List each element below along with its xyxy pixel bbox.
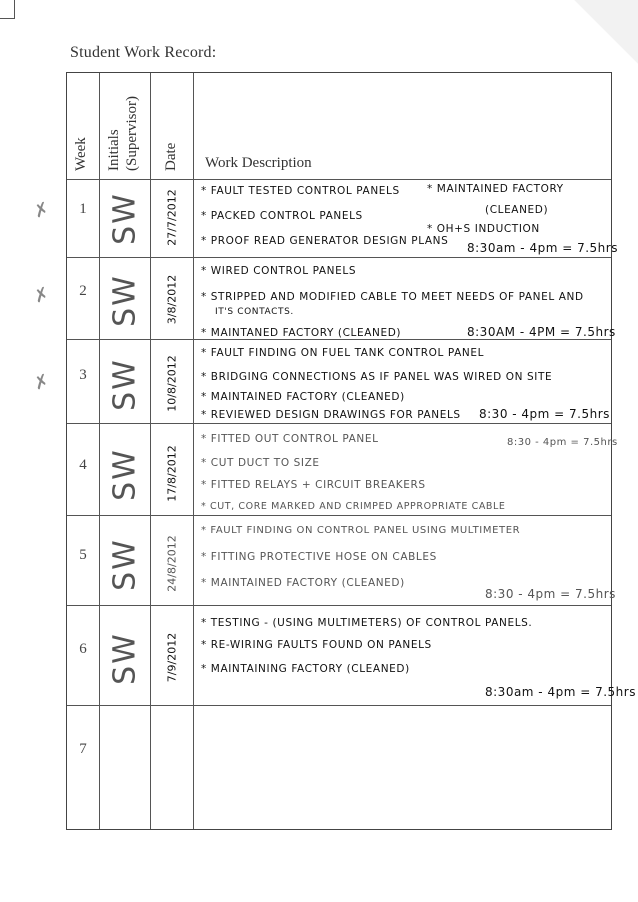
work-line: IT'S CONTACTS. bbox=[215, 307, 294, 317]
entry-date: 27/7/2012 bbox=[165, 189, 179, 246]
entry-date: 10/8/2012 bbox=[165, 355, 179, 412]
work-record-table bbox=[66, 72, 636, 830]
work-line: * CUT, CORE MARKED AND CRIMPED APPROPRIATE CABLE bbox=[201, 501, 506, 512]
work-line: * MAINTAINED FACTORY (CLEANED) bbox=[201, 391, 405, 403]
work-line: * RE-WIRING FAULTS FOUND ON PANELS bbox=[201, 639, 432, 651]
hours-worked: 8:30AM - 4PM = 7.5hrs bbox=[467, 325, 616, 339]
hours-worked: 8:30 - 4pm = 7.5hrs bbox=[485, 587, 616, 601]
work-line: (CLEANED) bbox=[485, 204, 549, 216]
week-number: 6 bbox=[79, 641, 87, 657]
header-work-description: Work Description bbox=[205, 155, 312, 171]
week-number: 4 bbox=[79, 457, 87, 473]
page-fold-corner bbox=[568, 0, 638, 70]
week-number: 5 bbox=[79, 547, 87, 563]
hours-worked: 8:30 - 4pm = 7.5hrs bbox=[479, 407, 610, 421]
work-line: * WIRED CONTROL PANELS bbox=[201, 265, 357, 277]
entry-date: 3/8/2012 bbox=[165, 274, 179, 325]
margin-tick-mark: ✗ bbox=[30, 198, 53, 223]
entry-date: 24/8/2012 bbox=[165, 535, 179, 592]
work-line: * MAINTAINED FACTORY (CLEANED) bbox=[201, 577, 405, 589]
page-title: Student Work Record: bbox=[70, 44, 217, 61]
work-line: * PROOF READ GENERATOR DESIGN PLANS bbox=[201, 235, 449, 247]
week-number: 7 bbox=[79, 741, 87, 757]
entry-date: 7/9/2012 bbox=[165, 632, 179, 683]
work-line: * FAULT TESTED CONTROL PANELS bbox=[201, 185, 400, 197]
work-line: * FITTED RELAYS + CIRCUIT BREAKERS bbox=[201, 479, 426, 491]
week-number: 2 bbox=[79, 283, 87, 299]
work-line: * FITTING PROTECTIVE HOSE ON CABLES bbox=[201, 551, 437, 563]
supervisor-initials: SW bbox=[107, 192, 143, 245]
supervisor-initials: SW bbox=[107, 632, 143, 685]
week-number: 3 bbox=[79, 367, 87, 383]
margin-tick-mark: ✗ bbox=[30, 370, 53, 395]
supervisor-initials: SW bbox=[107, 274, 143, 327]
supervisor-initials: SW bbox=[107, 448, 143, 501]
work-line: * FAULT FINDING ON FUEL TANK CONTROL PANEL bbox=[201, 347, 485, 359]
supervisor-initials: SW bbox=[107, 538, 143, 591]
header-week: Week bbox=[73, 137, 89, 171]
header-date: Date bbox=[163, 142, 179, 171]
margin-tick-mark: ✗ bbox=[30, 283, 53, 308]
work-line: * CUT DUCT TO SIZE bbox=[201, 457, 320, 469]
supervisor-initials: SW bbox=[107, 358, 143, 411]
work-line: * MAINTAINED FACTORY bbox=[427, 183, 564, 195]
work-line: * STRIPPED AND MODIFIED CABLE TO MEET NEEDS OF PANEL AND bbox=[201, 291, 584, 303]
work-line: * PACKED CONTROL PANELS bbox=[201, 210, 363, 222]
work-line: * TESTING - (USING MULTIMETERS) OF CONTROL PANELS. bbox=[201, 617, 533, 629]
hours-worked: 8:30am - 4pm = 7.5hrs bbox=[485, 685, 636, 699]
work-line: * MAINTANED FACTORY (CLEANED) bbox=[201, 327, 402, 339]
entry-date: 17/8/2012 bbox=[165, 445, 179, 502]
week-number: 1 bbox=[79, 201, 87, 217]
hours-worked: 8:30am - 4pm = 7.5hrs bbox=[467, 241, 618, 255]
hours-worked: 8:30 - 4pm = 7.5hrs bbox=[507, 437, 618, 448]
work-line: * BRIDGING CONNECTIONS AS IF PANEL WAS WIRED ON SITE bbox=[201, 371, 553, 383]
work-line: * FAULT FINDING ON CONTROL PANEL USING MULTIMETER bbox=[201, 525, 521, 536]
work-line: * FITTED OUT CONTROL PANEL bbox=[201, 433, 379, 445]
work-line: * REVIEWED DESIGN DRAWINGS FOR PANELS bbox=[201, 409, 461, 421]
header-initials: Initials (Supervisor) bbox=[106, 96, 140, 171]
work-line: * MAINTAINING FACTORY (CLEANED) bbox=[201, 663, 410, 675]
page-edge-mark bbox=[0, 0, 15, 19]
work-line: * OH+S INDUCTION bbox=[427, 223, 540, 235]
